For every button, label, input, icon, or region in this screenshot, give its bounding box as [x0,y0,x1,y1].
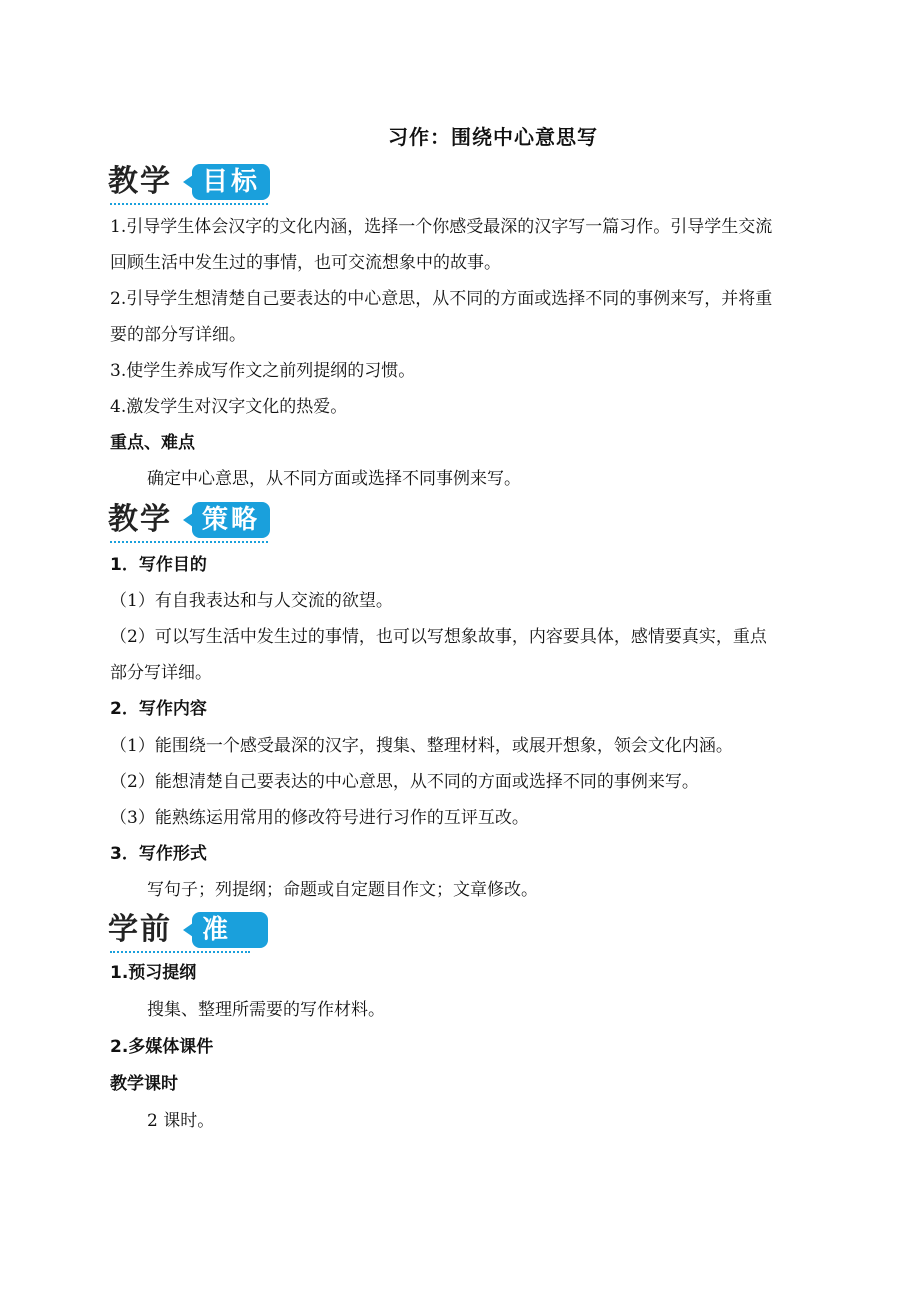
strategy-item: 写句子；列提纲；命题或自定题目作文；文章修改。 [147,880,538,900]
banner-dark-text: 教学 [108,164,172,199]
section-banner-teaching-strategy [108,498,278,548]
goal-line-3: 2.引导学生想清楚自己要表达的中心意思，从不同的方面或选择不同的事例来写，并将重 [110,289,773,309]
banner-dotted-underline [110,203,268,205]
banner-dotted-underline [110,951,250,953]
key-points-text: 确定中心意思，从不同方面或选择不同事例来写。 [147,469,521,489]
lesson-hours-heading: 教学课时 [110,1074,178,1094]
goal-line-6: 4.激发学生对汉字文化的热爱。 [110,397,348,417]
goal-line-1: 1.引导学生体会汉字的文化内涵，选择一个你感受最深的汉字写一篇习作。引导学生交流 [110,217,773,237]
strategy-item: （1）有自我表达和与人交流的欲望。 [110,591,393,611]
prep-heading-2: 2.多媒体课件 [110,1037,214,1057]
strategy-item: 部分写详细。 [110,663,212,683]
banner-dotted-underline [110,541,268,543]
strategy-item: （3）能熟练运用常用的修改符号进行习作的互评互改。 [110,808,529,828]
goal-line-4: 要的部分写详细。 [110,325,246,345]
banner-dark-text: 教学 [108,502,172,537]
strategy-item: （1）能围绕一个感受最深的汉字，搜集、整理材料，或展开想象，领会文化内涵。 [110,736,733,756]
banner-accent-text: 目标 [192,164,270,200]
prep-heading-1: 1.预习提纲 [110,963,197,983]
strategy-item: （2）能想清楚自己要表达的中心意思，从不同的方面或选择不同的事例来写。 [110,772,699,792]
strategy-heading-1: 1．写作目的 [110,555,207,575]
goal-line-5: 3.使学生养成写作文之前列提纲的习惯。 [110,361,416,381]
strategy-item: （2）可以写生活中发生过的事情，也可以写想象故事，内容要具体，感情要真实，重点 [110,627,767,647]
page-title: 习作：围绕中心意思写 [388,125,598,149]
banner-dark-text: 学前 [108,912,172,947]
banner-accent-text: 准备 [192,912,268,948]
lesson-hours-text: 2 课时。 [147,1111,215,1131]
section-banner-teaching-goals [108,160,278,210]
goal-line-2: 回顾生活中发生过的事情，也可交流想象中的故事。 [110,253,501,273]
prep-text-1: 搜集、整理所需要的写作材料。 [147,1000,385,1020]
key-points-heading: 重点、难点 [110,433,195,453]
strategy-heading-3: 3．写作形式 [110,844,207,864]
banner-accent-text: 策略 [192,502,270,538]
strategy-heading-2: 2．写作内容 [110,699,207,719]
